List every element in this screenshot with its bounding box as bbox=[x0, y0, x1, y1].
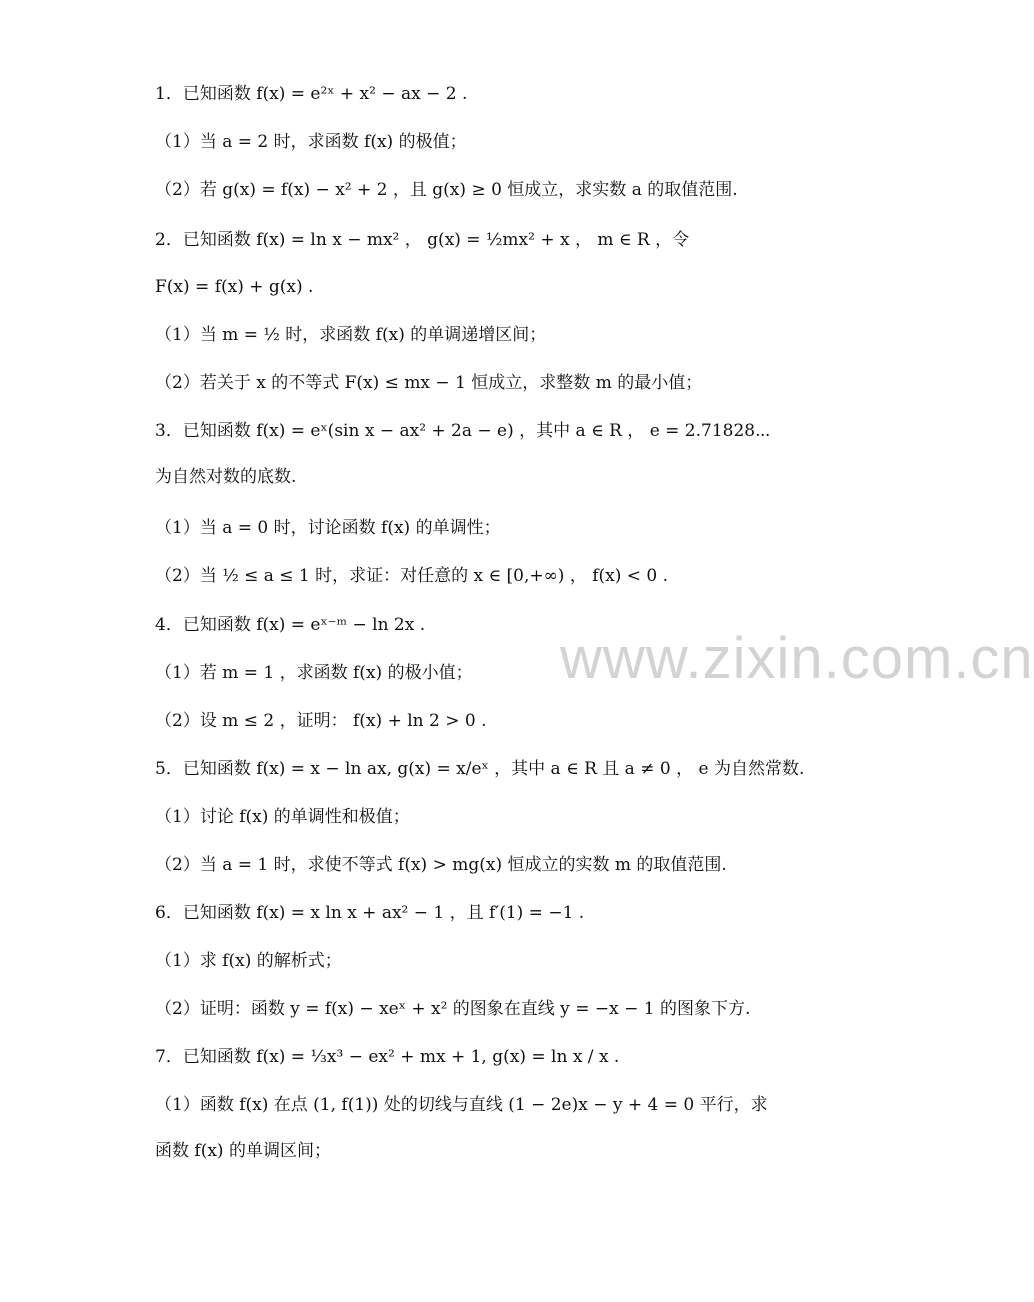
problem-7-part-1: （1）函数 f(x) 在点 (1, f(1)) 处的切线与直线 (1 − 2e)x − y + 4 = 0 平行，求函数 f(x) 的单调区间； bbox=[155, 1095, 768, 1161]
problem-6-statement: 6．已知函数 f(x) = x ln x + ax² − 1 ，且 f′(1) = −1 . bbox=[155, 903, 585, 923]
problem-2-definition: F(x) = f(x) + g(x) . bbox=[155, 277, 314, 297]
problem-1-part-1: （1）当 a = 2 时，求函数 f(x) 的极值； bbox=[155, 132, 467, 152]
watermark: www.zixin.com.cn bbox=[560, 626, 1034, 691]
problem-6-part-2: （2）证明：函数 y = f(x) − xeˣ + x² 的图象在直线 y = −x − 1 的图象下方. bbox=[155, 999, 751, 1019]
problem-2-part-2: （2）若关于 x 的不等式 F(x) ≤ mx − 1 恒成立，求整数 m 的最小值； bbox=[155, 373, 703, 393]
problem-2-statement: 2．已知函数 f(x) = ln x − mx² ， g(x) = ½mx² + x ， m ∈ R ，令 bbox=[155, 230, 690, 250]
problem-4-part-2: （2）设 m ≤ 2 ，证明： f(x) + ln 2 > 0 . bbox=[155, 711, 487, 731]
problem-4-part-1: （1）若 m = 1 ，求函数 f(x) 的极小值； bbox=[155, 663, 473, 683]
problem-5-statement: 5．已知函数 f(x) = x − ln ax, g(x) = x/eˣ ，其中 a ∈ R 且 a ≠ 0 ， e 为自然常数. bbox=[155, 759, 805, 779]
problem-1-statement: 1．已知函数 f(x) = e²ˣ + x² − ax − 2 . bbox=[155, 84, 468, 104]
problem-3-statement: 3．已知函数 f(x) = eˣ(sin x − ax² + 2a − e) ，其中 a ∈ R ， e = 2.71828⋯ 为自然对数的底数. bbox=[155, 421, 771, 487]
problem-5-part-1: （1）讨论 f(x) 的单调性和极值； bbox=[155, 807, 410, 827]
problem-3-part-2: （2）当 ½ ≤ a ≤ 1 时，求证：对任意的 x ∈ [0,+∞) ， f(x) < 0 . bbox=[155, 566, 669, 586]
problem-6-part-1: （1）求 f(x) 的解析式； bbox=[155, 951, 342, 971]
problem-4-statement: 4．已知函数 f(x) = eˣ⁻ᵐ − ln 2x . bbox=[155, 615, 426, 635]
problem-3-part-1: （1）当 a = 0 时，讨论函数 f(x) 的单调性； bbox=[155, 518, 501, 538]
problem-5-part-2: （2）当 a = 1 时，求使不等式 f(x) > mg(x) 恒成立的实数 m 的取值范围. bbox=[155, 855, 727, 875]
problem-1-part-2: （2）若 g(x) = f(x) − x² + 2 ，且 g(x) ≥ 0 恒成立，求实数 a 的取值范围. bbox=[155, 180, 738, 200]
problem-2-part-1: （1）当 m = ½ 时，求函数 f(x) 的单调递增区间； bbox=[155, 325, 547, 345]
problem-7-statement: 7．已知函数 f(x) = ⅓x³ − ex² + mx + 1, g(x) = ln x / x . bbox=[155, 1047, 620, 1067]
